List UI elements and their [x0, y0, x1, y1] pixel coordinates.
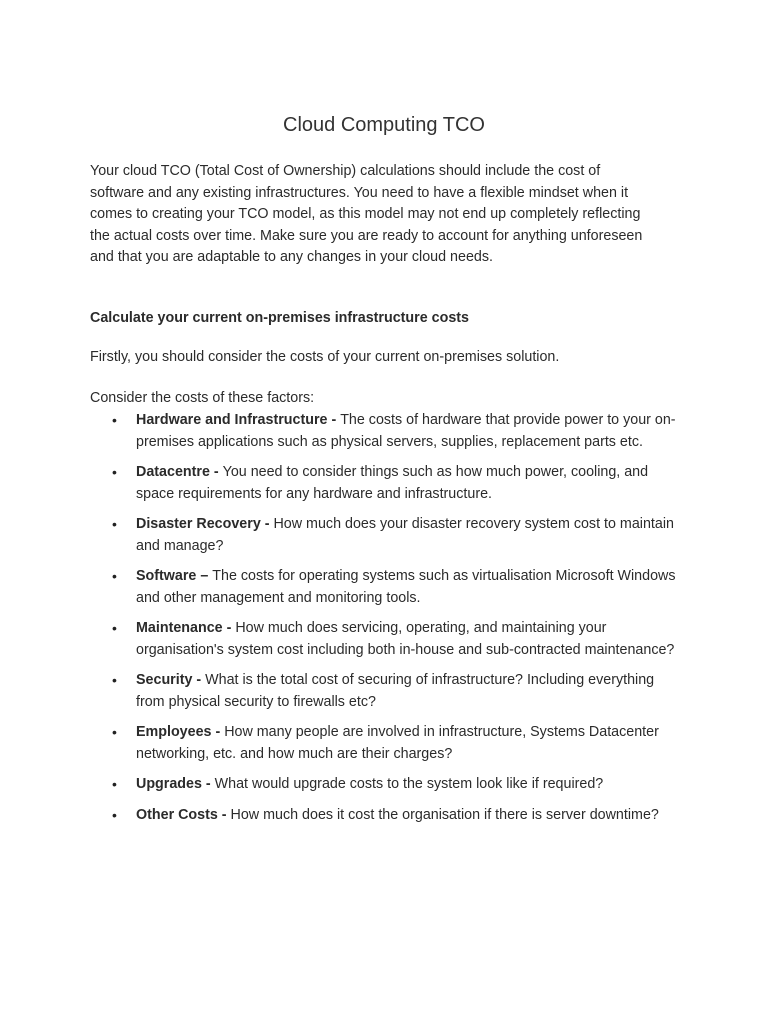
factor-label: Upgrades -	[136, 776, 215, 792]
factor-label: Security -	[136, 672, 206, 688]
bullet-icon: •	[112, 776, 117, 792]
list-item	[90, 566, 680, 609]
list-item	[90, 618, 680, 661]
list-item	[90, 774, 680, 796]
factor-label: Datacentre -	[136, 464, 223, 480]
page-title: Cloud Computing TCO	[283, 114, 485, 136]
factor-text: How much does your disaster recovery system cost to maintain and manage?	[136, 516, 674, 554]
factor-text: The costs of hardware that provide power to your on-premises applications such as physical servers, supplies, replacement parts etc.	[136, 412, 676, 450]
bullet-icon: •	[112, 568, 117, 584]
list-item	[90, 410, 680, 453]
bullet-icon: •	[112, 724, 117, 740]
factor-text: How much does it cost the organisation if there is server downtime?	[230, 806, 659, 823]
factor-text: How many people are involved in infrastructure, Systems Datacenter networking, etc. and how much are their charges?	[136, 724, 659, 762]
factor-label: Disaster Recovery -	[136, 516, 274, 532]
factor-label: Maintenance -	[136, 620, 236, 636]
factor-text: The costs for operating systems such as virtualisation Microsoft Windows and other management and monitoring tools.	[136, 568, 676, 606]
factor-text: How much does servicing, operating, and maintaining your organisation's system cost including both in-house and sub-contracted maintenance?	[136, 620, 675, 658]
bullet-icon: •	[112, 806, 117, 823]
bullet-icon: •	[112, 620, 117, 636]
bullet-icon: •	[112, 672, 117, 688]
factor-label: Hardware and Infrastructure -	[136, 412, 341, 428]
list-item	[90, 462, 680, 505]
factor-text: What is the total cost of securing of infrastructure? Including everything from physical security to firewalls etc?	[136, 672, 655, 710]
bullet-icon: •	[112, 464, 117, 480]
factor-label: Employees -	[136, 724, 225, 740]
factor-text: What would upgrade costs to the system look like if required?	[214, 776, 604, 792]
bullet-icon: •	[112, 412, 117, 428]
first-paragraph: Firstly, you should consider the costs of your current on-premises solution.	[90, 349, 560, 365]
intro-paragraph: Your cloud TCO (Total Cost of Ownership) calculations should include the cost of software and any existing infrastructures. You need to have a flexible mindset when it comes to creating your TCO model, as this model may not end up completely reflecting the actual costs over time. Make sure you are ready to account for anything unforeseen and that you are adaptable to any changes in your cloud needs.	[90, 163, 643, 265]
factors-list	[90, 410, 680, 835]
list-item	[90, 722, 680, 765]
factor-text: You need to consider things such as how much power, cooling, and space requirements for any hardware and infrastructure.	[136, 464, 649, 502]
bullet-icon: •	[112, 516, 117, 532]
factor-label: Software –	[136, 568, 213, 584]
list-item	[90, 805, 680, 827]
factors-intro: Consider the costs of these factors:	[90, 390, 315, 406]
section-heading: Calculate your current on-premises infrastructure costs	[90, 310, 469, 326]
list-item	[90, 514, 680, 557]
factor-label: Other Costs -	[136, 806, 231, 823]
list-item	[90, 670, 680, 713]
